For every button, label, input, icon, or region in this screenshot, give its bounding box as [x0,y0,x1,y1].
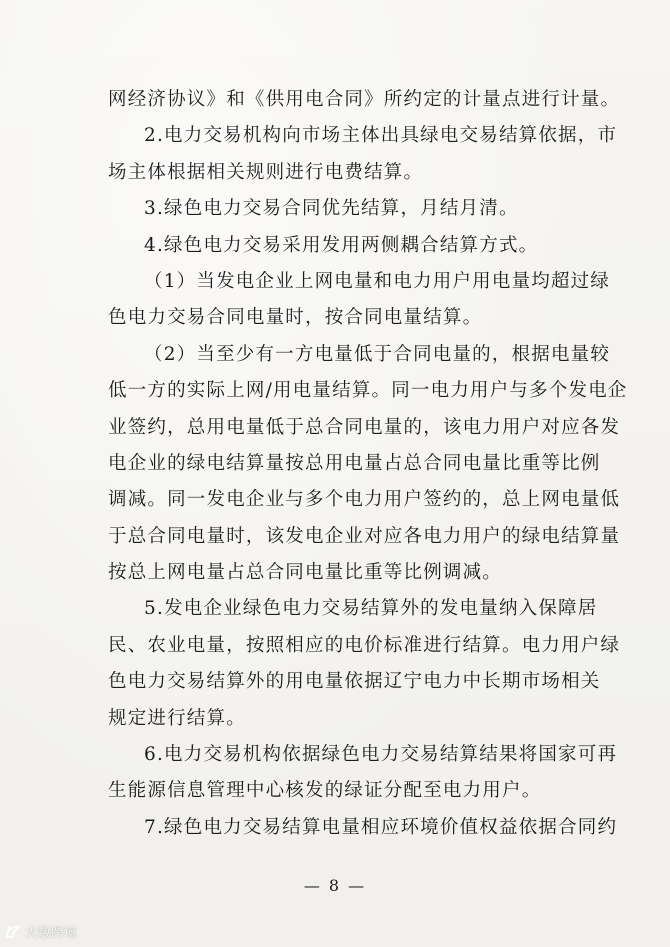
text-line: 2.电力交易机构向市场主体出具绿电交易结算依据，市 [144,125,618,147]
text-line: 网经济协议》和《供用电合同》所约定的计量点进行计量。 [108,89,621,110]
text-line: （1）当发电企业上网电量和电力用户用电量均超过绿 [144,270,611,292]
text-line: 业签约，总用电量低于总合同电量的，该电力用户对应各发 [108,416,621,438]
text-line: 于总合同电量时，该发电企业对应各电力用户的绿电结算量 [108,525,621,547]
text-line: 低一方的实际上网/用电量结算。同一电力用户与多个发电企 [108,380,628,402]
text-line: 色电力交易结算外的用电量依据辽宁电力中长期市场相关 [108,671,601,693]
text-line: 场主体根据相关规则进行电费结算。 [108,161,424,183]
text-line: 3.绿色电力交易合同优先结算，月结月清。 [144,198,519,220]
page-number: — 8 — [303,876,367,895]
watermark [4,922,77,941]
text-line: 4.绿色电力交易采用发用两侧耦合结算方式。 [144,234,539,256]
text-line: 民、农业电量，按照相应的电价标准进行结算。电力用户绿 [108,634,621,656]
text-line: 按总上网电量占总合同电量比重等比例调减。 [108,562,503,584]
watermark-text: 大数跨境 [25,926,78,941]
text-line: 生能源信息管理中心核发的绿证分配至电力用户。 [108,780,542,802]
logo-icon [4,924,22,940]
text-line: 5.发电企业绿色电力交易结算外的发电量纳入保障居 [144,598,598,620]
text-line: 规定进行结算。 [108,707,246,729]
text-line: 6.电力交易机构依据绿色电力交易结算结果将国家可再 [144,744,618,766]
document-body [108,82,628,846]
text-line: 电企业的绿电结算量按总用电量占总合同电量比重等比例 [108,452,601,474]
text-line: 色电力交易合同电量时，按合同电量结算。 [108,307,483,329]
text-line: （2）当至少有一方电量低于合同电量的，根据电量较 [144,343,611,365]
text-line: 7.绿色电力交易结算电量相应环境价值权益依据合同约 [144,816,618,838]
text-line: 调减。同一发电企业与多个电力用户签约的，总上网电量低 [108,489,621,511]
